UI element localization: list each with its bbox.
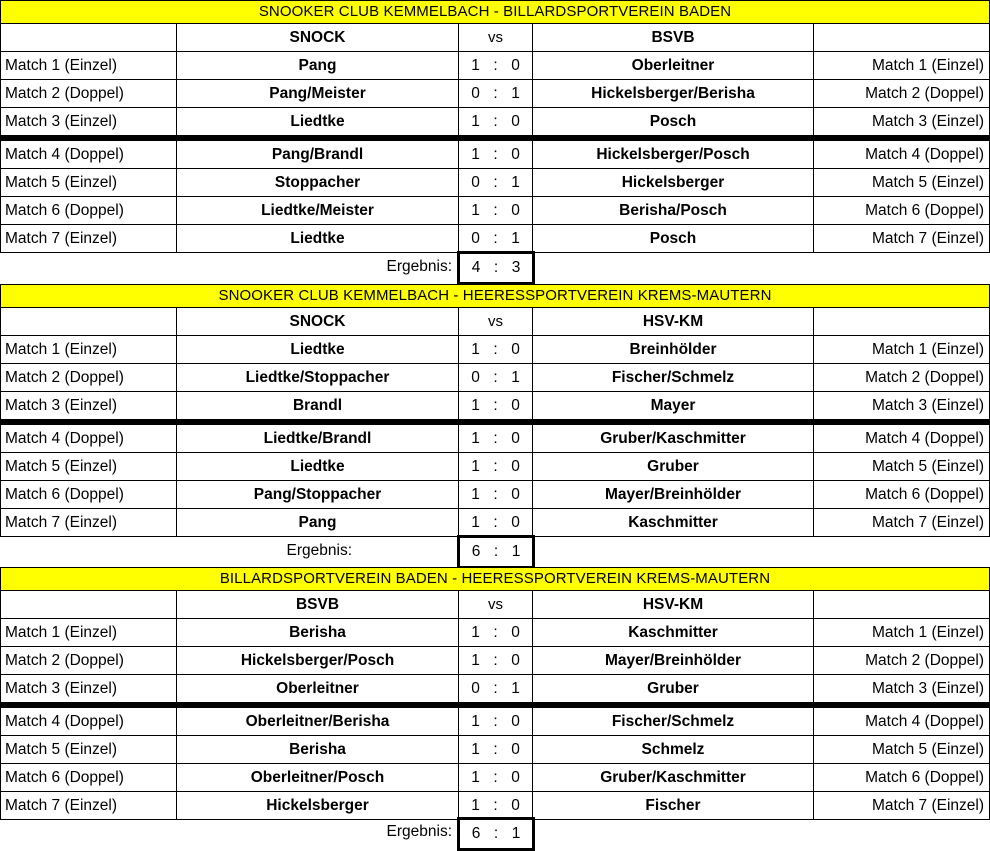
home-player: Stoppacher — [177, 169, 459, 197]
match-label-left: Match 7 (Einzel) — [0, 792, 177, 820]
match-row — [0, 619, 990, 647]
result-home: 6 — [471, 543, 481, 560]
home-score: 1 — [471, 457, 480, 475]
home-player: Berisha — [177, 736, 459, 764]
match-label-right: Match 6 (Doppel) — [814, 764, 990, 792]
score-separator: : — [493, 796, 498, 814]
match-score — [459, 619, 533, 647]
home-score: 1 — [471, 768, 480, 786]
match-label-right: Match 3 (Einzel) — [814, 675, 990, 703]
home-score: 1 — [471, 340, 480, 358]
match-label-left: Match 1 (Einzel) — [0, 336, 177, 364]
away-score: 0 — [511, 429, 520, 447]
result-separator: : — [493, 543, 499, 560]
match-label-left: Match 1 (Einzel) — [0, 619, 177, 647]
home-score: 0 — [471, 679, 480, 697]
away-player: Kaschmitter — [533, 509, 814, 537]
home-score: 1 — [471, 145, 480, 163]
home-player: Hickelsberger — [177, 792, 459, 820]
score-separator: : — [493, 173, 498, 191]
match-label-left: Match 7 (Einzel) — [0, 509, 177, 537]
match-label-left: Match 6 (Doppel) — [0, 764, 177, 792]
result-away: 3 — [511, 259, 521, 276]
away-team-name: BSVB — [533, 24, 814, 52]
away-player: Gruber — [533, 675, 814, 703]
away-score: 0 — [511, 201, 520, 219]
away-player: Mayer/Breinhölder — [533, 647, 814, 675]
away-score: 0 — [511, 623, 520, 641]
away-score: 0 — [511, 768, 520, 786]
match-label-right: Match 1 (Einzel) — [814, 336, 990, 364]
match-label-right: Match 5 (Einzel) — [814, 453, 990, 481]
match-label-right: Match 2 (Doppel) — [814, 647, 990, 675]
match-score — [459, 392, 533, 420]
match-row — [0, 509, 990, 537]
home-score: 1 — [471, 651, 480, 669]
home-team-name: SNOCK — [177, 308, 459, 336]
match-label-left: Match 3 (Einzel) — [0, 108, 177, 136]
match-label-left: Match 3 (Einzel) — [0, 675, 177, 703]
match-label-right: Match 7 (Einzel) — [814, 792, 990, 820]
away-score: 1 — [511, 173, 520, 191]
score-separator: : — [493, 768, 498, 786]
score-separator: : — [493, 485, 498, 503]
home-score: 1 — [471, 396, 480, 414]
result-box — [457, 817, 535, 851]
away-player: Mayer — [533, 392, 814, 420]
match-label-left: Match 4 (Doppel) — [0, 708, 177, 736]
score-separator: : — [493, 201, 498, 219]
match-row — [0, 364, 990, 392]
match-label-right: Match 5 (Einzel) — [814, 736, 990, 764]
match-score — [459, 225, 533, 253]
section-title: BILLARDSPORTVEREIN BADEN - HEERESSPORTVEREIN KREMS-MAUTERN — [0, 567, 990, 591]
match-score — [459, 675, 533, 703]
home-player: Liedtke — [177, 108, 459, 136]
score-separator: : — [493, 229, 498, 247]
match-score — [459, 141, 533, 169]
match-score — [459, 792, 533, 820]
result-box — [457, 535, 535, 569]
away-score: 0 — [511, 740, 520, 758]
score-separator: : — [493, 679, 498, 697]
away-player: Posch — [533, 225, 814, 253]
score-separator: : — [493, 112, 498, 130]
empty-cell — [0, 24, 177, 52]
match-label-right: Match 3 (Einzel) — [814, 392, 990, 420]
home-score: 1 — [471, 623, 480, 641]
home-player: Liedtke — [177, 336, 459, 364]
match-label-left: Match 5 (Einzel) — [0, 169, 177, 197]
away-player: Oberleitner — [533, 52, 814, 80]
match-row — [0, 647, 990, 675]
match-row — [0, 108, 990, 136]
match-label-right: Match 5 (Einzel) — [814, 169, 990, 197]
team-header-row — [0, 591, 990, 619]
home-player: Liedtke — [177, 453, 459, 481]
away-player: Gruber — [533, 453, 814, 481]
away-score: 0 — [511, 145, 520, 163]
match-score — [459, 364, 533, 392]
away-score: 1 — [511, 229, 520, 247]
match-label-right: Match 1 (Einzel) — [814, 619, 990, 647]
empty-cell — [814, 308, 990, 336]
result-label: Ergebnis: — [286, 542, 352, 559]
home-player: Liedtke/Brandl — [177, 425, 459, 453]
home-score: 1 — [471, 201, 480, 219]
match-row — [0, 392, 990, 420]
score-separator: : — [493, 340, 498, 358]
empty-cell — [814, 591, 990, 619]
away-score: 0 — [511, 485, 520, 503]
home-player: Oberleitner/Posch — [177, 764, 459, 792]
home-score: 0 — [471, 229, 480, 247]
away-player: Berisha/Posch — [533, 197, 814, 225]
home-score: 1 — [471, 796, 480, 814]
away-score: 1 — [511, 84, 520, 102]
match-label-right: Match 6 (Doppel) — [814, 481, 990, 509]
match-score — [459, 509, 533, 537]
away-score: 0 — [511, 396, 520, 414]
away-score: 0 — [511, 651, 520, 669]
away-player: Kaschmitter — [533, 619, 814, 647]
match-label-left: Match 2 (Doppel) — [0, 364, 177, 392]
empty-cell — [814, 24, 990, 52]
home-player: Liedtke/Meister — [177, 197, 459, 225]
away-player: Fischer — [533, 792, 814, 820]
away-player: Mayer/Breinhölder — [533, 481, 814, 509]
match-label-left: Match 7 (Einzel) — [0, 225, 177, 253]
match-score — [459, 481, 533, 509]
away-score: 0 — [511, 340, 520, 358]
match-score — [459, 336, 533, 364]
home-player: Berisha — [177, 619, 459, 647]
result-home: 6 — [471, 825, 481, 842]
match-score — [459, 80, 533, 108]
away-player: Hickelsberger/Posch — [533, 141, 814, 169]
home-player: Pang — [177, 52, 459, 80]
match-row — [0, 336, 990, 364]
match-score — [459, 108, 533, 136]
away-player: Fischer/Schmelz — [533, 364, 814, 392]
team-header-row — [0, 24, 990, 52]
home-player: Hickelsberger/Posch — [177, 647, 459, 675]
away-player: Posch — [533, 108, 814, 136]
away-player: Hickelsberger — [533, 169, 814, 197]
match-score — [459, 453, 533, 481]
match-score — [459, 425, 533, 453]
score-separator: : — [493, 740, 498, 758]
match-row — [0, 675, 990, 703]
match-score — [459, 197, 533, 225]
match-label-left: Match 4 (Doppel) — [0, 141, 177, 169]
match-label-right: Match 4 (Doppel) — [814, 425, 990, 453]
match-label-right: Match 6 (Doppel) — [814, 197, 990, 225]
result-separator: : — [493, 259, 499, 276]
match-row — [0, 425, 990, 453]
home-score: 0 — [471, 173, 480, 191]
score-separator: : — [493, 712, 498, 730]
match-label-left: Match 4 (Doppel) — [0, 425, 177, 453]
match-label-right: Match 3 (Einzel) — [814, 108, 990, 136]
result-box — [457, 251, 535, 285]
result-label: Ergebnis: — [386, 258, 452, 275]
match-row — [0, 481, 990, 509]
result-separator: : — [493, 825, 499, 842]
home-team-name: BSVB — [177, 591, 459, 619]
match-label-right: Match 2 (Doppel) — [814, 80, 990, 108]
result-away: 1 — [511, 825, 521, 842]
score-separator: : — [493, 651, 498, 669]
away-score: 0 — [511, 712, 520, 730]
result-label: Ergebnis: — [386, 823, 452, 840]
match-score — [459, 169, 533, 197]
match-label-left: Match 6 (Doppel) — [0, 197, 177, 225]
vs-label: vs — [459, 308, 533, 336]
home-score: 1 — [471, 712, 480, 730]
home-team-name: SNOCK — [177, 24, 459, 52]
section-title: SNOOKER CLUB KEMMELBACH - HEERESSPORTVEREIN KREMS-MAUTERN — [0, 284, 990, 308]
match-label-right: Match 7 (Einzel) — [814, 509, 990, 537]
score-separator: : — [493, 396, 498, 414]
home-player: Pang — [177, 509, 459, 537]
match-label-left: Match 5 (Einzel) — [0, 453, 177, 481]
match-row — [0, 792, 990, 820]
match-score — [459, 764, 533, 792]
match-label-left: Match 2 (Doppel) — [0, 647, 177, 675]
match-label-left: Match 6 (Doppel) — [0, 481, 177, 509]
away-score: 0 — [511, 56, 520, 74]
match-row — [0, 169, 990, 197]
away-score: 1 — [511, 679, 520, 697]
home-score: 0 — [471, 368, 480, 386]
score-separator: : — [493, 513, 498, 531]
vs-label: vs — [459, 591, 533, 619]
home-player: Brandl — [177, 392, 459, 420]
match-row — [0, 764, 990, 792]
score-separator: : — [493, 623, 498, 641]
away-score: 0 — [511, 112, 520, 130]
match-row — [0, 80, 990, 108]
home-score: 1 — [471, 56, 480, 74]
match-score — [459, 708, 533, 736]
score-separator: : — [493, 429, 498, 447]
match-score — [459, 52, 533, 80]
away-player: Gruber/Kaschmitter — [533, 425, 814, 453]
away-team-name: HSV-KM — [533, 591, 814, 619]
away-player: Gruber/Kaschmitter — [533, 764, 814, 792]
match-label-left: Match 1 (Einzel) — [0, 52, 177, 80]
score-separator: : — [493, 368, 498, 386]
home-player: Pang/Stoppacher — [177, 481, 459, 509]
score-separator: : — [493, 56, 498, 74]
home-player: Pang/Meister — [177, 80, 459, 108]
away-score: 1 — [511, 368, 520, 386]
away-score: 0 — [511, 457, 520, 475]
home-player: Oberleitner/Berisha — [177, 708, 459, 736]
away-player: Breinhölder — [533, 336, 814, 364]
match-label-left: Match 2 (Doppel) — [0, 80, 177, 108]
match-score — [459, 647, 533, 675]
home-score: 1 — [471, 112, 480, 130]
score-separator: : — [493, 457, 498, 475]
team-header-row — [0, 308, 990, 336]
match-label-left: Match 3 (Einzel) — [0, 392, 177, 420]
home-score: 0 — [471, 84, 480, 102]
home-player: Liedtke — [177, 225, 459, 253]
away-player: Hickelsberger/Berisha — [533, 80, 814, 108]
away-player: Schmelz — [533, 736, 814, 764]
away-score: 0 — [511, 513, 520, 531]
home-player: Pang/Brandl — [177, 141, 459, 169]
match-row — [0, 453, 990, 481]
match-row — [0, 708, 990, 736]
home-score: 1 — [471, 740, 480, 758]
match-row — [0, 736, 990, 764]
match-label-right: Match 2 (Doppel) — [814, 364, 990, 392]
result-away: 1 — [511, 543, 521, 560]
vs-label: vs — [459, 24, 533, 52]
away-player: Fischer/Schmelz — [533, 708, 814, 736]
match-row — [0, 197, 990, 225]
match-row — [0, 52, 990, 80]
match-score — [459, 736, 533, 764]
match-label-right: Match 4 (Doppel) — [814, 141, 990, 169]
match-label-right: Match 1 (Einzel) — [814, 52, 990, 80]
match-row — [0, 225, 990, 253]
score-separator: : — [493, 84, 498, 102]
match-label-left: Match 5 (Einzel) — [0, 736, 177, 764]
home-score: 1 — [471, 485, 480, 503]
away-score: 0 — [511, 796, 520, 814]
section-title: SNOOKER CLUB KEMMELBACH - BILLARDSPORTVEREIN BADEN — [0, 0, 990, 24]
match-label-right: Match 4 (Doppel) — [814, 708, 990, 736]
home-player: Oberleitner — [177, 675, 459, 703]
score-separator: : — [493, 145, 498, 163]
empty-cell — [0, 308, 177, 336]
home-score: 1 — [471, 513, 480, 531]
home-player: Liedtke/Stoppacher — [177, 364, 459, 392]
empty-cell — [0, 591, 177, 619]
match-label-right: Match 7 (Einzel) — [814, 225, 990, 253]
home-score: 1 — [471, 429, 480, 447]
result-home: 4 — [471, 259, 481, 276]
away-team-name: HSV-KM — [533, 308, 814, 336]
match-row — [0, 141, 990, 169]
